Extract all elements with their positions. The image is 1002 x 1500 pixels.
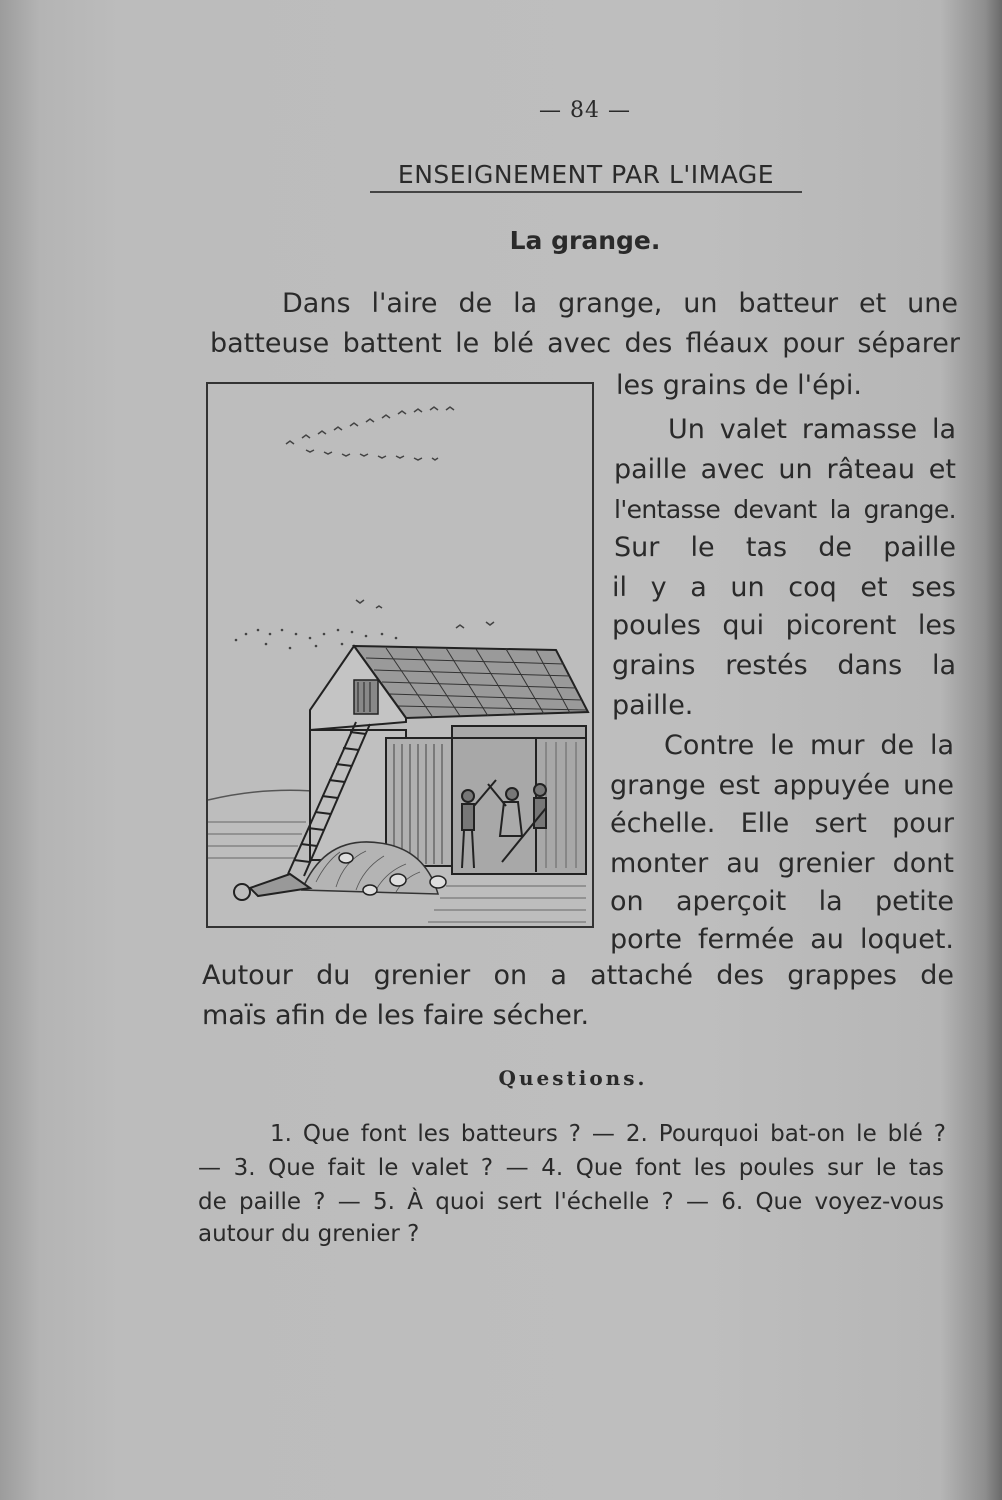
paragraph-line: batteuse battent le blé avec des fléaux pour séparer xyxy=(210,328,960,359)
paragraph-line: on aperçoit la petite xyxy=(610,886,954,917)
paragraph-line: Autour du grenier on a attaché des grappes de xyxy=(202,960,954,991)
paragraph-line: il y a un coq et ses xyxy=(612,572,956,603)
paragraph-line: poules qui picorent les xyxy=(612,610,956,641)
questions-title: Questions. xyxy=(498,1066,648,1090)
paragraph-line: porte fermée au loquet. xyxy=(610,924,954,955)
question-line: — 3. Que fait le valet ? — 4. Que font les poules sur le tas xyxy=(198,1155,944,1181)
paragraph-line: grains restés dans la xyxy=(612,650,956,681)
paragraph-line: Contre le mur de la xyxy=(664,730,954,761)
barn-illustration xyxy=(206,382,594,928)
paragraph-line: maïs afin de les faire sécher. xyxy=(202,1000,590,1031)
lesson-title: La grange. xyxy=(509,226,661,255)
paragraph-line: l'entasse devant la grange. xyxy=(614,495,956,524)
paragraph-line: monter au grenier dont xyxy=(610,848,954,879)
paragraph-line: échelle. Elle sert pour xyxy=(610,808,954,839)
question-line: de paille ? — 5. À quoi sert l'échelle ? — 6. Que voyez-vous xyxy=(198,1189,944,1215)
paragraph-line: Un valet ramasse la xyxy=(668,414,956,445)
question-line: 1. Que font les batteurs ? — 2. Pourquoi bat-on le blé ? xyxy=(270,1121,946,1147)
page-number: — 84 — xyxy=(539,98,631,123)
section-header: ENSEIGNEMENT PAR L'IMAGE xyxy=(370,160,802,193)
paragraph-line: Sur le tas de paille xyxy=(614,532,956,563)
paragraph-line: les grains de l'épi. xyxy=(616,370,862,401)
paragraph-line: Dans l'aire de la grange, un batteur et une xyxy=(282,288,958,319)
paragraph-line: paille avec un râteau et xyxy=(614,454,956,485)
paragraph-line: grange est appuyée une xyxy=(610,770,954,801)
paragraph-line: paille. xyxy=(612,690,694,721)
question-line: autour du grenier ? xyxy=(198,1221,420,1247)
